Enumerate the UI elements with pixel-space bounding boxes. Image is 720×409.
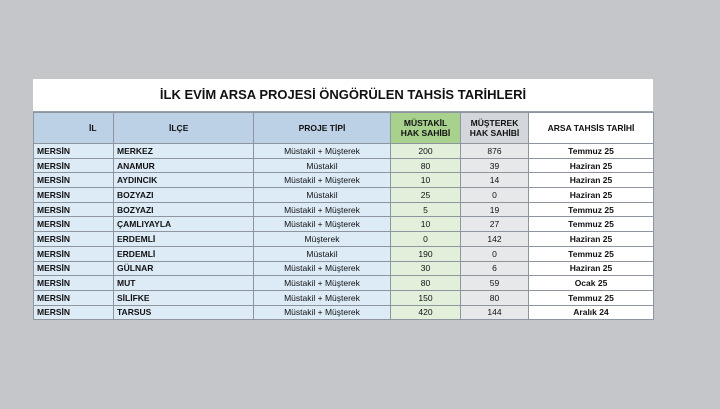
cell-mustakil-hak-sahibi: 5 [391, 202, 461, 217]
cell-arsa-tahsis-tarihi: Temmuz 25 [529, 144, 654, 159]
cell-proje-tipi: Müstakil + Müşterek [254, 290, 391, 305]
header-musterek-line2: HAK SAHİBİ [469, 128, 520, 138]
cell-mustakil-hak-sahibi: 80 [391, 158, 461, 173]
cell-arsa-tahsis-tarihi: Ocak 25 [529, 276, 654, 291]
cell-arsa-tahsis-tarihi: Temmuz 25 [529, 290, 654, 305]
cell-arsa-tahsis-tarihi: Haziran 25 [529, 232, 654, 247]
table-row [34, 261, 654, 276]
table-row [34, 202, 654, 217]
table-row [34, 217, 654, 232]
cell-mustakil-hak-sahibi: 200 [391, 144, 461, 159]
cell-arsa-tahsis-tarihi: Haziran 25 [529, 173, 654, 188]
table-header-row [34, 113, 654, 144]
cell-arsa-tahsis-tarihi: Temmuz 25 [529, 202, 654, 217]
cell-ilce: TARSUS [114, 305, 254, 320]
cell-arsa-tahsis-tarihi: Haziran 25 [529, 261, 654, 276]
cell-il: MERSİN [34, 305, 114, 320]
header-mustakil-line1: MÜSTAKİL [403, 118, 448, 128]
header-il: İL [34, 113, 114, 144]
table-title: İLK EVİM ARSA PROJESİ ÖNGÖRÜLEN TAHSİS TARİHLERİ [33, 79, 653, 112]
cell-proje-tipi: Müstakil [254, 246, 391, 261]
cell-arsa-tahsis-tarihi: Aralık 24 [529, 305, 654, 320]
table-row [34, 158, 654, 173]
cell-ilce: GÜLNAR [114, 261, 254, 276]
allocation-table-sheet [33, 79, 653, 320]
header-mustakil-line2: HAK SAHİBİ [400, 128, 451, 138]
cell-mustakil-hak-sahibi: 10 [391, 217, 461, 232]
cell-ilce: ERDEMLİ [114, 232, 254, 247]
cell-proje-tipi: Müstakil + Müşterek [254, 305, 391, 320]
cell-proje-tipi: Müstakil + Müşterek [254, 173, 391, 188]
table-row [34, 144, 654, 159]
header-musterek-line1: MÜŞTEREK [470, 118, 519, 128]
cell-ilce: ÇAMLIYAYLA [114, 217, 254, 232]
cell-ilce: SİLİFKE [114, 290, 254, 305]
cell-mustakil-hak-sahibi: 25 [391, 188, 461, 203]
cell-ilce: AYDINCIK [114, 173, 254, 188]
cell-il: MERSİN [34, 202, 114, 217]
cell-proje-tipi: Müstakil [254, 158, 391, 173]
cell-mustakil-hak-sahibi: 190 [391, 246, 461, 261]
cell-proje-tipi: Müşterek [254, 232, 391, 247]
cell-musterek-hak-sahibi: 39 [461, 158, 529, 173]
cell-mustakil-hak-sahibi: 10 [391, 173, 461, 188]
table-row [34, 188, 654, 203]
header-musterek [461, 113, 529, 144]
table-row [34, 305, 654, 320]
cell-musterek-hak-sahibi: 144 [461, 305, 529, 320]
cell-il: MERSİN [34, 232, 114, 247]
table-row [34, 232, 654, 247]
table-body [34, 144, 654, 320]
cell-ilce: ANAMUR [114, 158, 254, 173]
cell-musterek-hak-sahibi: 27 [461, 217, 529, 232]
cell-arsa-tahsis-tarihi: Haziran 25 [529, 158, 654, 173]
allocation-table [33, 112, 654, 320]
cell-ilce: MUT [114, 276, 254, 291]
cell-arsa-tahsis-tarihi: Haziran 25 [529, 188, 654, 203]
table-row [34, 246, 654, 261]
cell-il: MERSİN [34, 246, 114, 261]
header-mustakil [391, 113, 461, 144]
cell-il: MERSİN [34, 290, 114, 305]
cell-mustakil-hak-sahibi: 150 [391, 290, 461, 305]
cell-musterek-hak-sahibi: 0 [461, 188, 529, 203]
cell-musterek-hak-sahibi: 59 [461, 276, 529, 291]
cell-il: MERSİN [34, 188, 114, 203]
header-ilce: İLÇE [114, 113, 254, 144]
table-row [34, 276, 654, 291]
cell-il: MERSİN [34, 217, 114, 232]
cell-musterek-hak-sahibi: 14 [461, 173, 529, 188]
cell-proje-tipi: Müstakil + Müşterek [254, 217, 391, 232]
cell-proje-tipi: Müstakil + Müşterek [254, 276, 391, 291]
header-arsa-tahsis-tarihi: ARSA TAHSİS TARİHİ [529, 113, 654, 144]
cell-mustakil-hak-sahibi: 420 [391, 305, 461, 320]
header-proje-tipi: PROJE TİPİ [254, 113, 391, 144]
cell-musterek-hak-sahibi: 80 [461, 290, 529, 305]
cell-ilce: BOZYAZI [114, 188, 254, 203]
cell-musterek-hak-sahibi: 142 [461, 232, 529, 247]
cell-arsa-tahsis-tarihi: Temmuz 25 [529, 246, 654, 261]
cell-ilce: MERKEZ [114, 144, 254, 159]
cell-proje-tipi: Müstakil + Müşterek [254, 144, 391, 159]
cell-proje-tipi: Müstakil [254, 188, 391, 203]
table-row [34, 173, 654, 188]
cell-musterek-hak-sahibi: 0 [461, 246, 529, 261]
cell-musterek-hak-sahibi: 876 [461, 144, 529, 159]
table-row [34, 290, 654, 305]
cell-il: MERSİN [34, 173, 114, 188]
cell-musterek-hak-sahibi: 19 [461, 202, 529, 217]
cell-ilce: BOZYAZI [114, 202, 254, 217]
cell-mustakil-hak-sahibi: 30 [391, 261, 461, 276]
cell-il: MERSİN [34, 261, 114, 276]
cell-musterek-hak-sahibi: 6 [461, 261, 529, 276]
cell-il: MERSİN [34, 144, 114, 159]
cell-mustakil-hak-sahibi: 80 [391, 276, 461, 291]
cell-arsa-tahsis-tarihi: Temmuz 25 [529, 217, 654, 232]
cell-proje-tipi: Müstakil + Müşterek [254, 261, 391, 276]
cell-ilce: ERDEMLİ [114, 246, 254, 261]
cell-il: MERSİN [34, 158, 114, 173]
cell-mustakil-hak-sahibi: 0 [391, 232, 461, 247]
cell-proje-tipi: Müstakil + Müşterek [254, 202, 391, 217]
cell-il: MERSİN [34, 276, 114, 291]
